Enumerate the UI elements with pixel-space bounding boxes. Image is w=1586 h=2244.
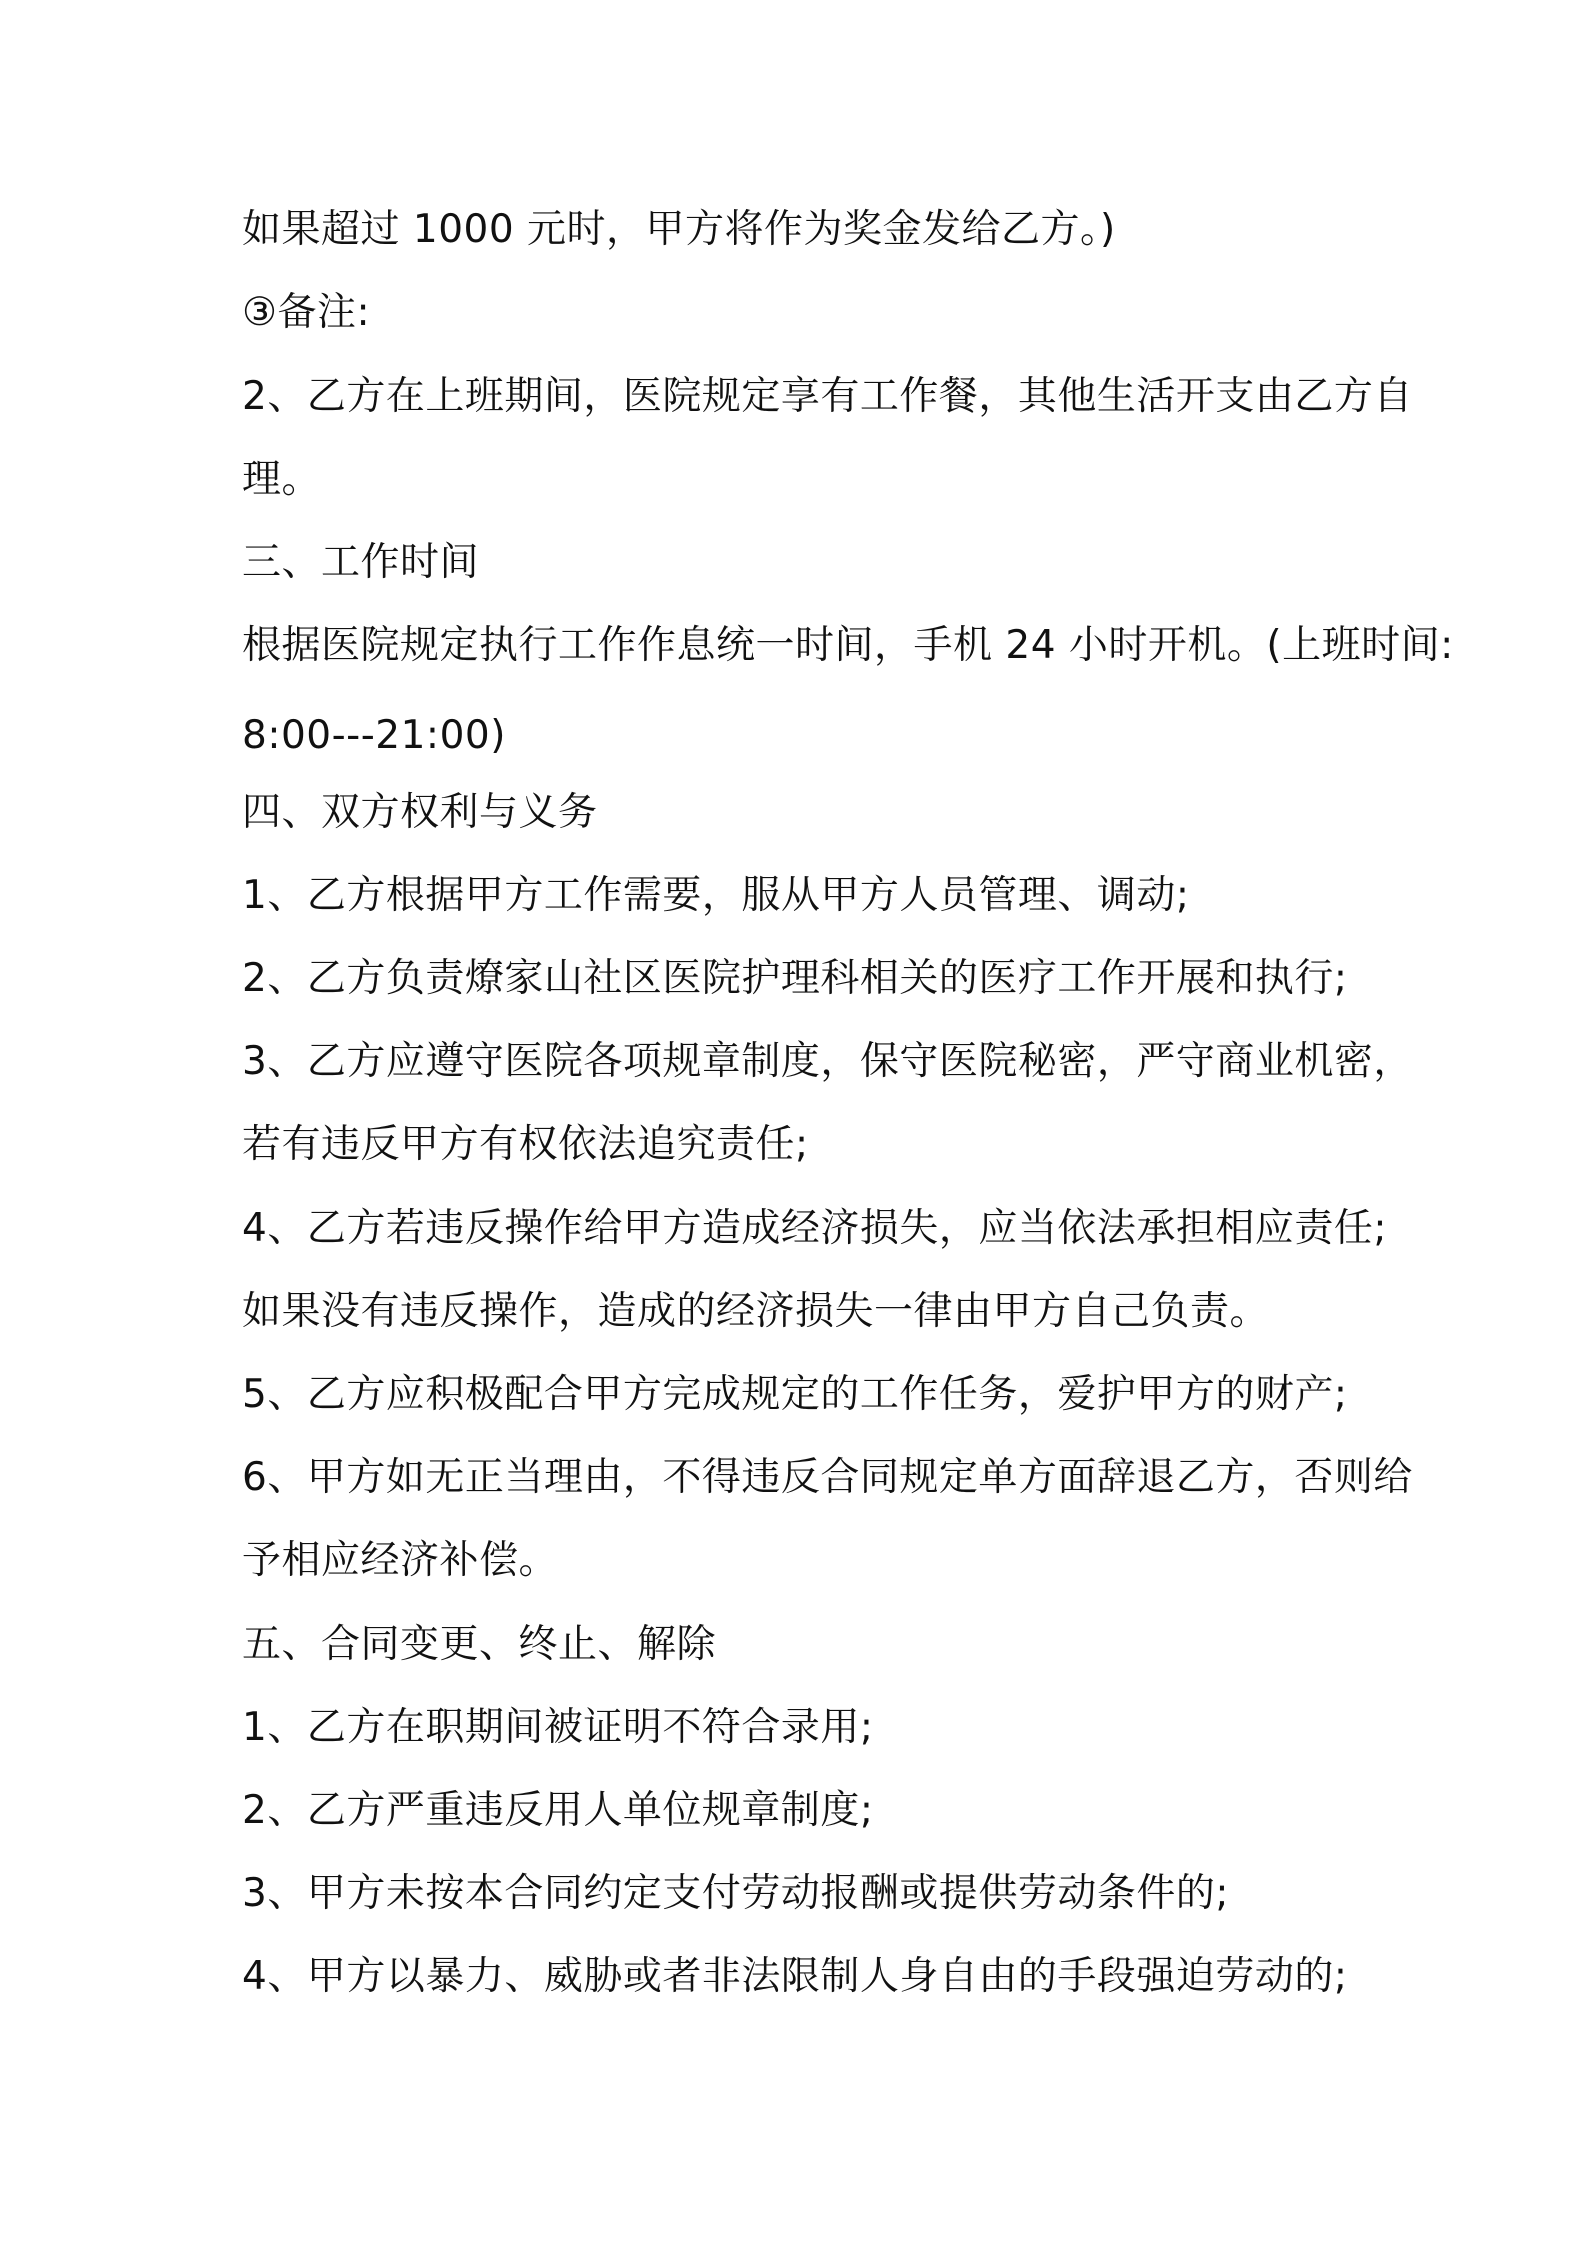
text-line: ③备注:	[242, 290, 371, 335]
text-line: 2、乙方负责燎家山社区医院护理科相关的医疗工作开展和执行;	[242, 956, 1348, 1001]
text-line: 3、甲方未按本合同约定支付劳动报酬或提供劳动条件的;	[242, 1871, 1229, 1916]
text-line: 如果超过 1000 元时，甲方将作为奖金发给乙方。)	[242, 207, 1116, 252]
text-line: 4、乙方若违反操作给甲方造成经济损失，应当依法承担相应责任;	[242, 1206, 1387, 1251]
text-line: 予相应经济补偿。	[242, 1538, 559, 1583]
text-line: 若有违反甲方有权依法追究责任;	[242, 1122, 809, 1167]
text-line: 如果没有违反操作，造成的经济损失一律由甲方自己负责。	[242, 1289, 1270, 1334]
section-heading: 四、双方权利与义务	[242, 790, 598, 835]
text-line: 1、乙方根据甲方工作需要，服从甲方人员管理、调动;	[242, 873, 1190, 918]
text-line: 1、乙方在职期间被证明不符合录用;	[242, 1705, 874, 1750]
text-line: 3、乙方应遵守医院各项规章制度，保守医院秘密，严守商业机密，	[242, 1039, 1413, 1084]
text-line: 8:00---21:00)	[242, 713, 506, 758]
text-line: 6、甲方如无正当理由，不得违反合同规定单方面辞退乙方，否则给	[242, 1455, 1413, 1500]
section-heading: 五、合同变更、终止、解除	[242, 1622, 717, 1667]
text-line: 根据医院规定执行工作作息统一时间，手机 24 小时开机。(上班时间:	[242, 623, 1454, 668]
section-heading: 三、工作时间	[242, 540, 480, 585]
text-line: 5、乙方应积极配合甲方完成规定的工作任务，爱护甲方的财产;	[242, 1372, 1348, 1417]
text-line: 理。	[242, 457, 322, 502]
text-line: 4、甲方以暴力、威胁或者非法限制人身自由的手段强迫劳动的;	[242, 1954, 1348, 1999]
text-line: 2、乙方严重违反用人单位规章制度;	[242, 1788, 874, 1833]
text-line: 2、乙方在上班期间，医院规定享有工作餐，其他生活开支由乙方自	[242, 374, 1413, 419]
